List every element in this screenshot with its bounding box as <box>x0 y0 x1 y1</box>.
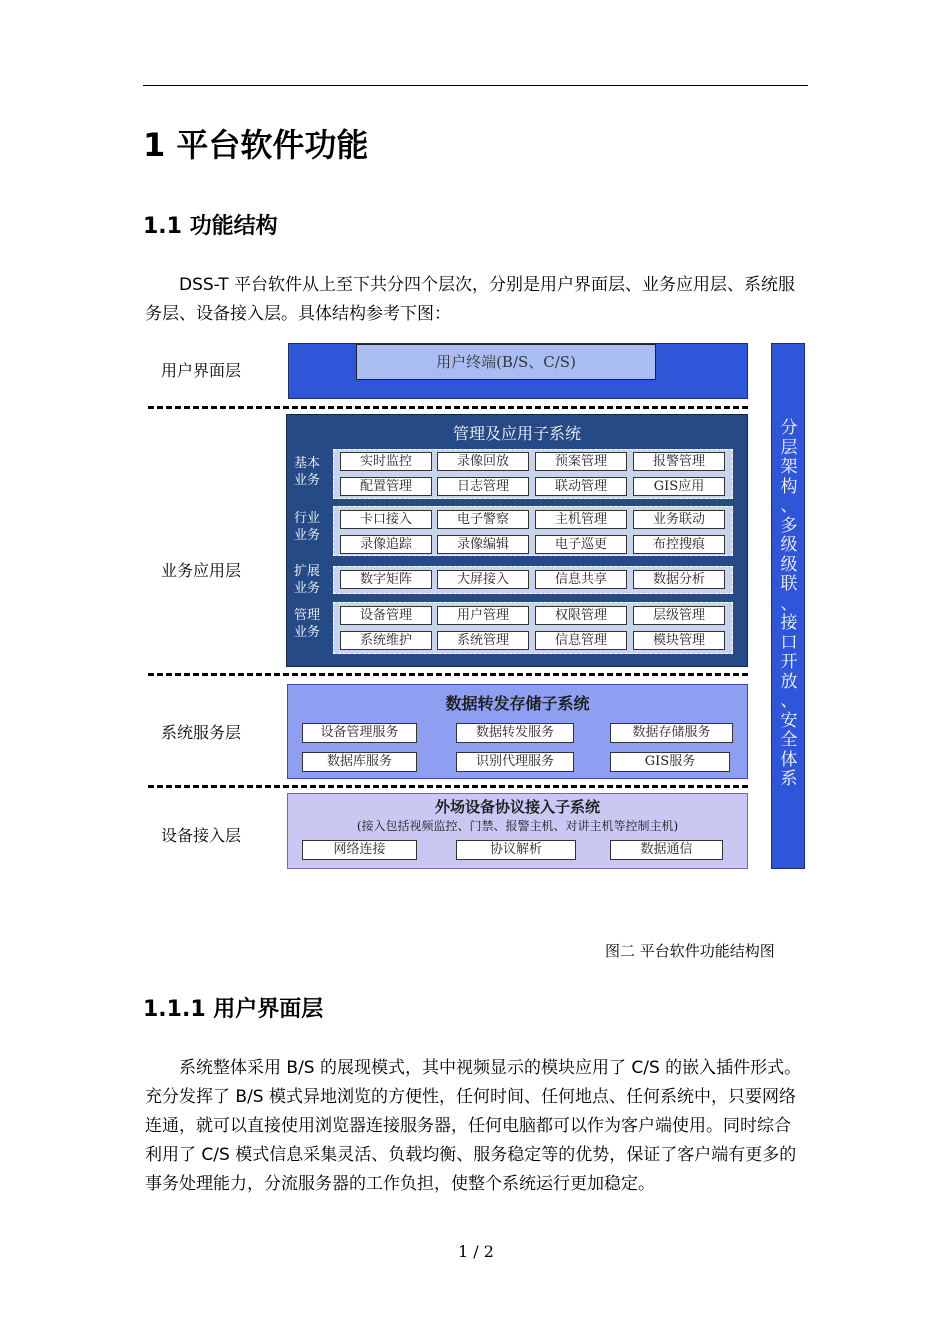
side-feature-text <box>772 419 806 790</box>
service-layer-title: 数据转发存储子系统 <box>445 694 590 713</box>
module-box: 配置管理 <box>340 477 432 496</box>
group-label-extension: 扩展业务 <box>293 564 320 596</box>
service-box: 识别代理服务 <box>456 752 574 772</box>
module-box: 主机管理 <box>535 510 627 529</box>
layer-label-access: 设备接入层 <box>161 826 242 845</box>
access-layer-title: 外场设备协议接入子系统 <box>434 798 600 816</box>
side-feature-char: 、 <box>780 691 798 711</box>
service-box: GIS服务 <box>610 752 730 772</box>
side-feature-char: 体 <box>780 749 798 770</box>
layer-label-app: 业务应用层 <box>161 561 242 580</box>
heading-3: 1.1.1 用户界面层 <box>143 997 324 1022</box>
side-feature-char: 级 <box>780 554 798 575</box>
module-box: 录像回放 <box>437 452 529 471</box>
service-box: 数据转发服务 <box>456 723 574 743</box>
access-item-box: 网络连接 <box>302 840 417 860</box>
side-feature-char: 级 <box>780 535 798 555</box>
layer-divider <box>148 785 748 788</box>
module-box: 报警管理 <box>633 452 725 471</box>
module-box: 设备管理 <box>340 606 432 625</box>
access-layer-subtitle: (接入包括视频监控、门禁、报警主机、对讲主机等控制主机) <box>356 819 679 833</box>
side-feature-char: 分 <box>780 418 798 438</box>
side-feature-char: 全 <box>780 730 798 750</box>
side-feature-bar <box>771 343 805 869</box>
side-feature-char: 、 <box>780 593 798 614</box>
ui-terminal-box: 用户终端(B/S、C/S) <box>356 344 656 380</box>
side-feature-char: 联 <box>780 574 798 594</box>
layer-divider <box>148 406 748 409</box>
side-feature-char: 安 <box>780 710 798 731</box>
side-feature-char: 架 <box>780 457 798 477</box>
page-number: 1 / 2 <box>458 1242 494 1261</box>
module-box: 联动管理 <box>535 477 627 496</box>
intro-paragraph: DSS-T 平台软件从上至下共分四个层次，分别是用户界面层、业务应用层、系统服务层、设备接入层。具体结构参考下图： <box>145 275 796 324</box>
access-item-box: 协议解析 <box>456 840 576 860</box>
module-box: 录像编辑 <box>437 535 529 554</box>
group-label-management: 管理业务 <box>293 608 320 640</box>
ui-layer-box <box>288 343 748 399</box>
side-feature-char: 构 <box>780 476 798 497</box>
heading-2: 1.1 功能结构 <box>143 214 278 239</box>
side-feature-char: 系 <box>780 769 798 789</box>
side-feature-char: 、 <box>780 496 798 516</box>
module-box: 电子警察 <box>437 510 529 529</box>
module-box: 系统管理 <box>437 631 529 650</box>
side-feature-char: 层 <box>780 437 798 458</box>
side-feature-char: 口 <box>780 632 798 653</box>
module-box: 系统维护 <box>340 631 432 650</box>
module-box: 模块管理 <box>633 631 725 650</box>
module-box: 日志管理 <box>437 477 529 496</box>
access-item-box: 数据通信 <box>610 840 723 860</box>
module-box: 电子巡更 <box>535 535 627 554</box>
body-paragraph: 系统整体采用 B/S 的展现模式，其中视频显示的模块应用了 C/S 的嵌入插件形式。充分发挥了 B/S 模式异地浏览的方便性，任何时间、任何地点、任何系统中，只要网络连通，就可以直接使用浏览器连接服务器，任何电脑都可以作为客户端使用。同时综合利用了 C/S 模式信息采集灵活、负载均衡、服务稳定等的优势，保证了客户端有更多的事务处理能力，分流服务器的工作负担，使整个系统运行更加稳定。 <box>145 1058 802 1194</box>
module-box: 布控搜痕 <box>633 535 725 554</box>
side-feature-char: 多 <box>780 515 798 536</box>
side-feature-char: 放 <box>780 671 798 692</box>
app-layer-title: 管理及应用子系统 <box>452 424 581 443</box>
module-box: 权限管理 <box>535 606 627 625</box>
heading-1: 1 平台软件功能 <box>143 126 369 164</box>
side-feature-char: 接 <box>780 613 798 633</box>
layer-divider <box>148 673 748 676</box>
figure-caption: 图二 平台软件功能结构图 <box>605 942 775 960</box>
module-box: 层级管理 <box>633 606 725 625</box>
group-label-basic: 基本业务 <box>293 456 320 488</box>
layer-label-ui: 用户界面层 <box>161 361 242 380</box>
module-box: 大屏接入 <box>437 570 529 589</box>
module-box: 预案管理 <box>535 452 627 471</box>
module-box: 卡口接入 <box>340 510 432 529</box>
module-box: 信息管理 <box>535 631 627 650</box>
group-label-industry: 行业业务 <box>293 511 320 543</box>
module-box: 业务联动 <box>633 510 725 529</box>
module-box: 数字矩阵 <box>340 570 432 589</box>
service-box: 设备管理服务 <box>302 723 417 743</box>
module-box: 数据分析 <box>633 570 725 589</box>
module-box: 实时监控 <box>340 452 432 471</box>
layer-label-service: 系统服务层 <box>161 723 242 742</box>
service-box: 数据存储服务 <box>610 723 733 743</box>
service-box: 数据库服务 <box>302 752 417 772</box>
module-box: 信息共享 <box>535 570 627 589</box>
side-feature-char: 开 <box>780 652 798 672</box>
module-box: GIS应用 <box>633 477 725 496</box>
module-box: 录像追踪 <box>340 535 432 554</box>
module-box: 用户管理 <box>437 606 529 625</box>
